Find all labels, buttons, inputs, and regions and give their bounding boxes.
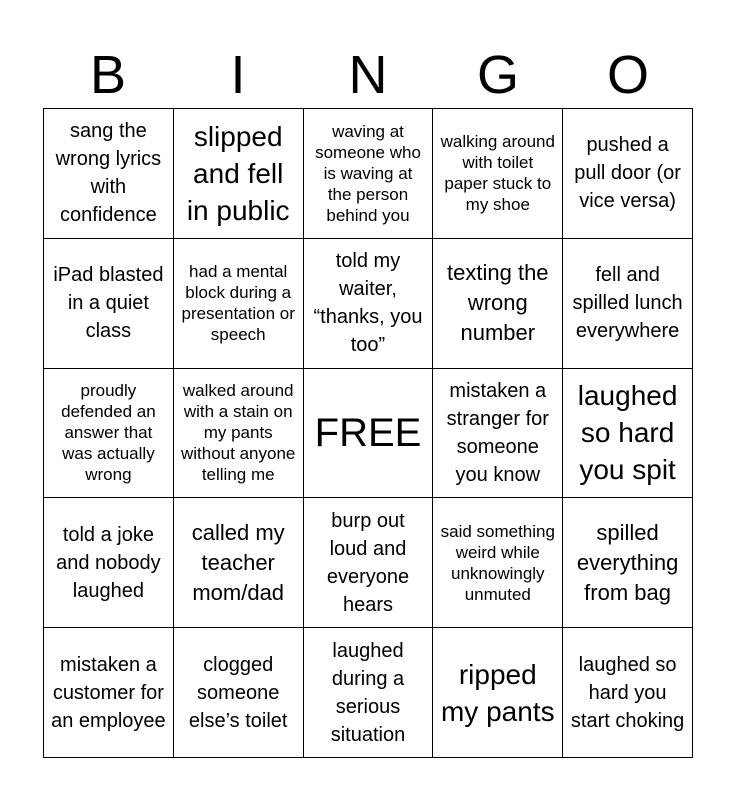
bingo-cell[interactable]: [304, 109, 434, 239]
bingo-cell[interactable]: [44, 109, 174, 239]
cell-text: ripped my pants: [440, 658, 555, 727]
cell-text: sang the wrong lyrics with confidence: [55, 120, 162, 227]
bingo-cell[interactable]: [44, 498, 174, 628]
cell-text: slipped and fell in public: [186, 120, 290, 226]
bingo-cell[interactable]: [304, 239, 434, 369]
bingo-cell[interactable]: [174, 239, 304, 369]
bingo-cell[interactable]: [44, 369, 174, 499]
cell-text: texting the wrong number: [447, 260, 549, 346]
bingo-cell[interactable]: [304, 628, 434, 758]
bingo-cell[interactable]: [433, 628, 563, 758]
cell-text: mistaken a customer for an employee: [51, 653, 166, 732]
cell-text: pushed a pull door (or vice versa): [574, 134, 681, 213]
bingo-cell[interactable]: [44, 239, 174, 369]
cell-text: laughed during a serious situation: [330, 639, 406, 746]
bingo-cell[interactable]: [433, 239, 563, 369]
cell-text: walked around with a stain on my pants without anyone telling me: [181, 381, 296, 485]
bingo-cell[interactable]: [563, 498, 693, 628]
bingo-cell[interactable]: [174, 628, 304, 758]
bingo-cell[interactable]: [44, 628, 174, 758]
cell-text: walking around with toilet paper stuck to my shoe: [440, 132, 555, 215]
cell-text: clogged someone else’s toilet: [188, 653, 288, 732]
cell-text: said something weird while unknowingly unmuted: [440, 521, 555, 604]
cell-text: had a mental block during a presentation or speech: [181, 262, 295, 345]
cell-text: burp out loud and everyone hears: [326, 509, 410, 616]
bingo-header: [43, 42, 693, 108]
cell-text: proudly defended an answer that was actually wrong: [61, 381, 156, 485]
cell-text: iPad blasted in a quiet class: [53, 264, 164, 343]
cell-text: fell and spilled lunch everywhere: [572, 264, 683, 343]
cell-text: told my waiter, “thanks, you too”: [313, 250, 423, 357]
bingo-cell[interactable]: [174, 109, 304, 239]
bingo-cell[interactable]: [563, 239, 693, 369]
cell-text: called my teacher mom/dad: [191, 519, 285, 605]
header-letter-o: O: [606, 45, 649, 105]
bingo-cell[interactable]: [174, 369, 304, 499]
cell-text: mistaken a stranger for someone you know: [446, 379, 549, 486]
bingo-cell[interactable]: [563, 369, 693, 499]
bingo-cell[interactable]: [304, 498, 434, 628]
header-letter-n: N: [348, 45, 388, 105]
bingo-cell[interactable]: [563, 109, 693, 239]
free-text: FREE: [314, 410, 422, 455]
free-cell[interactable]: [304, 369, 434, 499]
cell-text: laughed so hard you spit: [577, 380, 678, 486]
bingo-cell[interactable]: [563, 628, 693, 758]
header-letter-i: I: [230, 45, 246, 105]
cell-text: laughed so hard you start choking: [570, 653, 685, 732]
cell-text: waving at someone who is waving at the person behind you: [315, 121, 421, 225]
bingo-cell[interactable]: [433, 109, 563, 239]
cell-text: told a joke and nobody laughed: [56, 523, 161, 602]
header-letter-g: G: [476, 45, 519, 105]
header-letter-b: B: [89, 45, 127, 105]
cell-text: spilled everything from bag: [576, 519, 679, 605]
bingo-cell[interactable]: [174, 498, 304, 628]
bingo-grid: [43, 108, 693, 758]
bingo-cell[interactable]: [433, 498, 563, 628]
bingo-cell[interactable]: [433, 369, 563, 499]
